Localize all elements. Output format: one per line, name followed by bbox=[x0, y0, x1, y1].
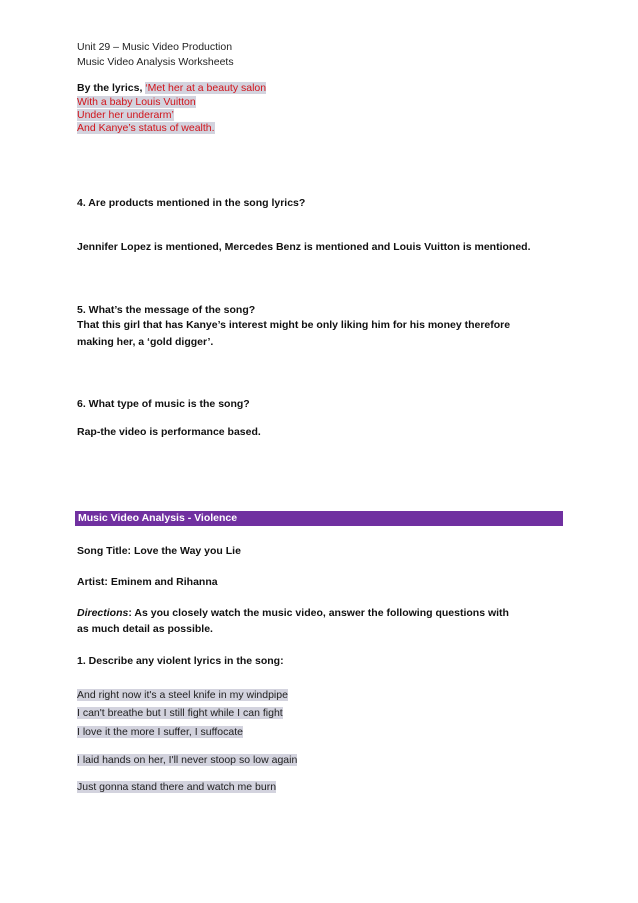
violent-lyrics-block-2 bbox=[77, 722, 243, 740]
directions-line-1 bbox=[77, 606, 509, 620]
question-5: 5. What’s the message of the song? bbox=[77, 304, 256, 316]
violent-lyrics-block-1 bbox=[77, 685, 288, 721]
answer-5-line-2: making her, a ‘gold digger’. bbox=[77, 336, 214, 348]
quoted-lyric-line: And Kanye’s status of wealth. bbox=[77, 122, 215, 134]
violent-lyric-line: I can't breathe but I still fight while I can fight bbox=[77, 707, 283, 719]
directions-text: : As you closely watch the music video, answer the following questions with bbox=[128, 607, 509, 619]
lyrics-intro-prefix: By the lyrics, bbox=[77, 82, 146, 94]
quoted-lyric-line: Under her underarm’ bbox=[77, 109, 174, 121]
violent-lyric-line: I love it the more I suffer, I suffocate bbox=[77, 726, 243, 738]
section-heading-bar: Music Video Analysis - Violence bbox=[75, 511, 563, 526]
question-4: 4. Are products mentioned in the song lyrics? bbox=[77, 197, 306, 209]
header-worksheet-title: Music Video Analysis Worksheets bbox=[77, 56, 234, 68]
lyrics-intro bbox=[77, 80, 266, 134]
header-unit-title: Unit 29 – Music Video Production bbox=[77, 41, 233, 53]
violent-lyric-line: And right now it's a steel knife in my windpipe bbox=[77, 689, 288, 701]
question-6: 6. What type of music is the song? bbox=[77, 398, 250, 410]
violent-lyrics-block-4 bbox=[77, 777, 276, 795]
violent-lyric-line: Just gonna stand there and watch me burn bbox=[77, 781, 277, 793]
answer-4: Jennifer Lopez is mentioned, Mercedes Benz is mentioned and Louis Vuitton is mentioned. bbox=[77, 241, 531, 253]
quoted-lyric-line: With a baby Louis Vuitton bbox=[77, 96, 196, 108]
song-title: Song Title: Love the Way you Lie bbox=[77, 545, 241, 557]
directions-line-2: as much detail as possible. bbox=[77, 623, 213, 635]
violent-lyric-line: I laid hands on her, I'll never stoop so low again bbox=[77, 754, 298, 766]
artist: Artist: Eminem and Rihanna bbox=[77, 576, 218, 588]
violent-lyrics-block-3 bbox=[77, 750, 297, 768]
violence-question-1: 1. Describe any violent lyrics in the song: bbox=[77, 655, 284, 667]
quoted-lyric-line: ‘Met her at a beauty salon bbox=[145, 82, 267, 94]
directions-label: Directions bbox=[77, 607, 129, 619]
answer-6: Rap-the video is performance based. bbox=[77, 426, 261, 438]
answer-5-line-1: That this girl that has Kanye’s interest might be only liking him for his money therefore bbox=[77, 319, 511, 331]
